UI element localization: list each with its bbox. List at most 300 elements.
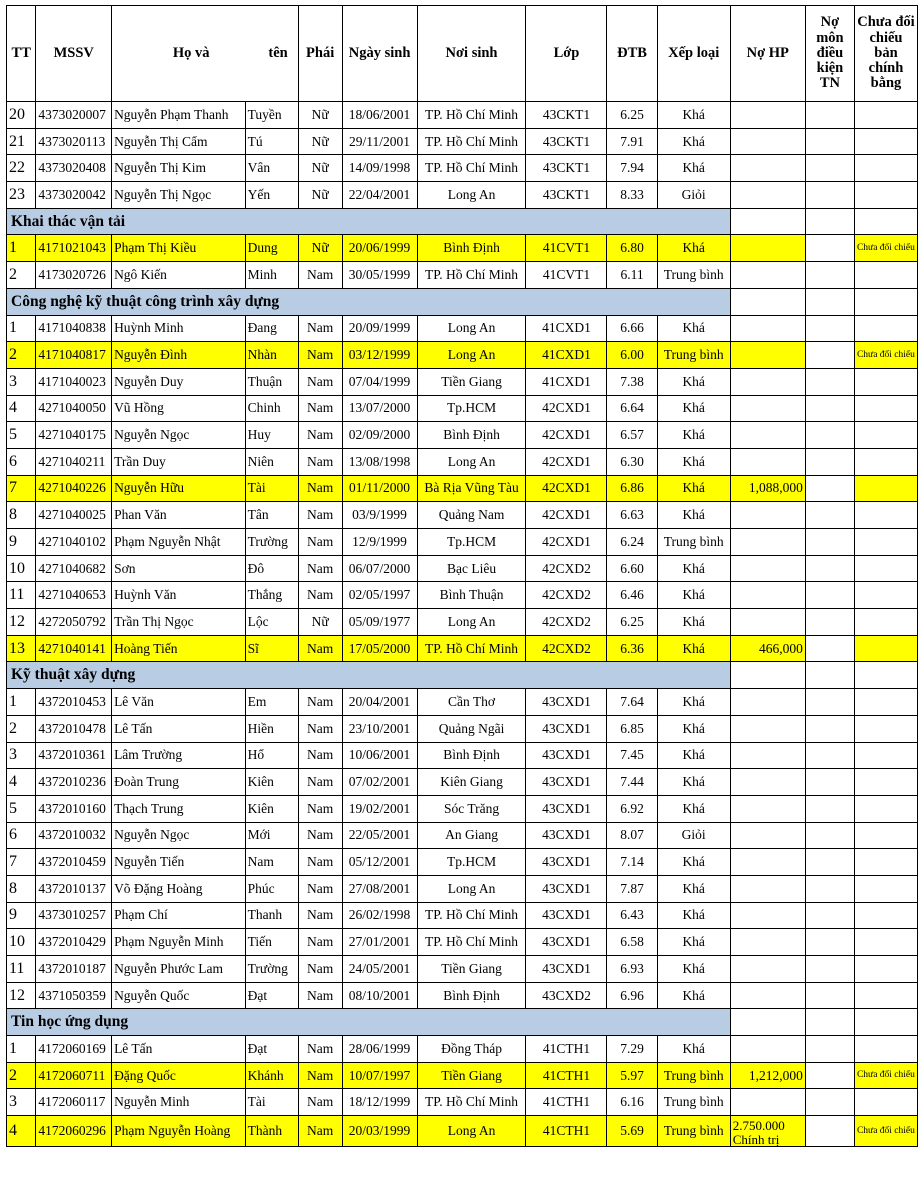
cell-noisinh: Long An [417, 875, 526, 902]
cell-ho: Nguyễn Ngọc [112, 822, 246, 849]
cell-phai: Nam [298, 1116, 342, 1147]
cell-ngaysinh: 27/01/2001 [342, 929, 417, 956]
cell-ngaysinh: 01/11/2000 [342, 475, 417, 502]
cell-tt: 3 [7, 368, 36, 395]
cell-mssv: 4372010361 [36, 742, 112, 769]
cell-ten: Tú [245, 128, 298, 155]
cell-phai: Nam [298, 635, 342, 662]
cell-dtb: 6.00 [607, 342, 657, 369]
cell-dtb: 6.93 [607, 956, 657, 983]
cell-ngaysinh: 17/05/2000 [342, 635, 417, 662]
cell-phai: Nữ [298, 155, 342, 182]
cell-ten: Đạt [245, 982, 298, 1009]
cell-noisinh: Kiên Giang [417, 769, 526, 796]
cell-chuadoi [854, 448, 917, 475]
cell-ngaysinh: 20/03/1999 [342, 1116, 417, 1147]
cell-xeploai: Khá [657, 635, 730, 662]
cell-chuadoi [854, 529, 917, 556]
cell-phai: Nam [298, 982, 342, 1009]
cell-tt: 3 [7, 742, 36, 769]
cell-nohp [730, 849, 805, 876]
cell-tt: 13 [7, 635, 36, 662]
cell-mssv: 4372010137 [36, 875, 112, 902]
cell-noisinh: Cần Thơ [417, 689, 526, 716]
cell-ho: Phạm Nguyễn Nhật [112, 529, 246, 556]
cell-xeploai: Trung bình [657, 342, 730, 369]
cell-ngaysinh: 14/09/1998 [342, 155, 417, 182]
table-row [7, 689, 918, 716]
table-row [7, 929, 918, 956]
cell-ho: Nguyễn Duy [112, 368, 246, 395]
col-header-mssv: MSSV [36, 6, 112, 102]
cell-chuadoi: Chưa đối chiếu [854, 342, 917, 369]
cell-dtb: 6.85 [607, 715, 657, 742]
cell-ten: Nhàn [245, 342, 298, 369]
cell-phai: Nam [298, 1036, 342, 1063]
cell-tt: 12 [7, 982, 36, 1009]
cell-tt: 8 [7, 875, 36, 902]
section-empty-cell [805, 1009, 854, 1036]
cell-lop: 43CKT1 [526, 128, 607, 155]
cell-ngaysinh: 20/04/2001 [342, 689, 417, 716]
cell-ngaysinh: 10/07/1997 [342, 1062, 417, 1089]
col-header-ho: Họ và [172, 44, 210, 61]
cell-xeploai: Khá [657, 582, 730, 609]
cell-xeploai: Khá [657, 235, 730, 262]
cell-nomon [805, 1116, 854, 1147]
cell-tt: 2 [7, 342, 36, 369]
cell-ten: Chinh [245, 395, 298, 422]
cell-ho: Nguyễn Thị Kim [112, 155, 246, 182]
cell-nohp [730, 102, 805, 129]
cell-lop: 43CKT1 [526, 155, 607, 182]
cell-ho: Lê Tấn [112, 1036, 246, 1063]
cell-lop: 42CXD1 [526, 502, 607, 529]
cell-ngaysinh: 30/05/1999 [342, 262, 417, 289]
cell-chuadoi [854, 956, 917, 983]
cell-mssv: 4172060169 [36, 1036, 112, 1063]
cell-ngaysinh: 22/04/2001 [342, 182, 417, 209]
cell-mssv: 4271040175 [36, 422, 112, 449]
cell-nohp [730, 1036, 805, 1063]
cell-mssv: 4171040817 [36, 342, 112, 369]
cell-chuadoi [854, 555, 917, 582]
table-row [7, 262, 918, 289]
cell-ten: Huy [245, 422, 298, 449]
table-row [7, 422, 918, 449]
cell-ho: Nguyễn Phạm Thanh [112, 102, 246, 129]
cell-ngaysinh: 28/06/1999 [342, 1036, 417, 1063]
header-row [7, 6, 918, 102]
cell-noisinh: Bình Định [417, 982, 526, 1009]
cell-chuadoi [854, 929, 917, 956]
cell-ten: Em [245, 689, 298, 716]
table-row [7, 315, 918, 342]
cell-dtb: 6.58 [607, 929, 657, 956]
cell-tt: 21 [7, 128, 36, 155]
cell-lop: 43CKT1 [526, 182, 607, 209]
cell-xeploai: Khá [657, 609, 730, 636]
section-empty-cell [730, 1009, 805, 1036]
cell-nomon [805, 128, 854, 155]
col-header-chuadoi: Chưa đối chiếu bản chính bằng [854, 6, 917, 102]
cell-ngaysinh: 10/06/2001 [342, 742, 417, 769]
cell-ngaysinh: 02/09/2000 [342, 422, 417, 449]
cell-ho: Nguyễn Thị Cẩm [112, 128, 246, 155]
cell-phai: Nam [298, 795, 342, 822]
cell-ho: Nguyễn Minh [112, 1089, 246, 1116]
cell-noisinh: Long An [417, 448, 526, 475]
table-row [7, 502, 918, 529]
section-title: Công nghệ kỹ thuật công trình xây dựng [7, 288, 731, 315]
cell-mssv: 4271040050 [36, 395, 112, 422]
cell-dtb: 7.45 [607, 742, 657, 769]
cell-ho: Võ Đặng Hoàng [112, 875, 246, 902]
cell-chuadoi [854, 689, 917, 716]
cell-noisinh: Bình Định [417, 742, 526, 769]
cell-xeploai: Khá [657, 422, 730, 449]
cell-ten: Đô [245, 555, 298, 582]
table-body [7, 102, 918, 1147]
col-header-phai: Phái [298, 6, 342, 102]
cell-chuadoi [854, 262, 917, 289]
cell-phai: Nam [298, 849, 342, 876]
cell-dtb: 7.94 [607, 155, 657, 182]
cell-phai: Nam [298, 422, 342, 449]
cell-noisinh: Bình Định [417, 422, 526, 449]
cell-lop: 43CXD1 [526, 849, 607, 876]
cell-mssv: 4372010032 [36, 822, 112, 849]
cell-phai: Nam [298, 956, 342, 983]
cell-tt: 5 [7, 795, 36, 822]
cell-phai: Nam [298, 582, 342, 609]
cell-dtb: 6.92 [607, 795, 657, 822]
cell-nomon [805, 635, 854, 662]
cell-lop: 43CXD1 [526, 769, 607, 796]
cell-noisinh: Long An [417, 315, 526, 342]
section-empty-cell [730, 288, 805, 315]
cell-ngaysinh: 26/02/1998 [342, 902, 417, 929]
cell-ten: Lộc [245, 609, 298, 636]
cell-mssv: 4171021043 [36, 235, 112, 262]
table-row [7, 155, 918, 182]
cell-ten: Đang [245, 315, 298, 342]
cell-ngaysinh: 13/07/2000 [342, 395, 417, 422]
cell-ten: Tài [245, 475, 298, 502]
cell-mssv: 4172060296 [36, 1116, 112, 1147]
table-row [7, 795, 918, 822]
cell-dtb: 7.87 [607, 875, 657, 902]
cell-ho: Huỳnh Văn [112, 582, 246, 609]
cell-lop: 42CXD1 [526, 448, 607, 475]
cell-mssv: 4372010236 [36, 769, 112, 796]
section-empty-cell [730, 208, 805, 235]
cell-xeploai: Khá [657, 448, 730, 475]
cell-noisinh: Long An [417, 1116, 526, 1147]
cell-nomon [805, 689, 854, 716]
cell-ho: Phạm Nguyễn Minh [112, 929, 246, 956]
cell-ngaysinh: 06/07/2000 [342, 555, 417, 582]
table-row [7, 982, 918, 1009]
cell-phai: Nữ [298, 235, 342, 262]
section-title: Kỹ thuật xây dựng [7, 662, 731, 689]
cell-ten: Tiến [245, 929, 298, 956]
cell-nomon [805, 235, 854, 262]
cell-phai: Nam [298, 315, 342, 342]
cell-ho: Lê Văn [112, 689, 246, 716]
cell-phai: Nam [298, 875, 342, 902]
cell-xeploai: Khá [657, 982, 730, 1009]
cell-lop: 41CXD1 [526, 315, 607, 342]
cell-dtb: 6.46 [607, 582, 657, 609]
cell-dtb: 6.36 [607, 635, 657, 662]
cell-nomon [805, 102, 854, 129]
table-row [7, 875, 918, 902]
cell-nohp [730, 822, 805, 849]
cell-phai: Nam [298, 395, 342, 422]
col-header-ngaysinh: Ngày sinh [342, 6, 417, 102]
cell-mssv: 4172060711 [36, 1062, 112, 1089]
cell-phai: Nam [298, 902, 342, 929]
cell-mssv: 4371050359 [36, 982, 112, 1009]
cell-noisinh: Bạc Liêu [417, 555, 526, 582]
cell-mssv: 4272050792 [36, 609, 112, 636]
cell-noisinh: TP. Hồ Chí Minh [417, 262, 526, 289]
cell-chuadoi [854, 769, 917, 796]
cell-nomon [805, 555, 854, 582]
cell-chuadoi [854, 502, 917, 529]
cell-ho: Thạch Trung [112, 795, 246, 822]
cell-xeploai: Khá [657, 689, 730, 716]
table-row [7, 1036, 918, 1063]
cell-tt: 10 [7, 929, 36, 956]
cell-phai: Nam [298, 1062, 342, 1089]
cell-ngaysinh: 13/08/1998 [342, 448, 417, 475]
cell-nomon [805, 1036, 854, 1063]
cell-nomon [805, 582, 854, 609]
cell-chuadoi [854, 982, 917, 1009]
cell-phai: Nữ [298, 128, 342, 155]
cell-xeploai: Khá [657, 929, 730, 956]
cell-xeploai: Khá [657, 875, 730, 902]
cell-nohp [730, 315, 805, 342]
cell-nomon [805, 1089, 854, 1116]
cell-xeploai: Khá [657, 155, 730, 182]
section-empty-cell [854, 288, 917, 315]
cell-nomon [805, 448, 854, 475]
cell-chuadoi [854, 422, 917, 449]
cell-lop: 41CVT1 [526, 262, 607, 289]
cell-ho: Nguyễn Hữu [112, 475, 246, 502]
cell-xeploai: Khá [657, 849, 730, 876]
cell-mssv: 4271040211 [36, 448, 112, 475]
cell-ngaysinh: 19/02/2001 [342, 795, 417, 822]
cell-xeploai: Khá [657, 315, 730, 342]
cell-mssv: 4173020726 [36, 262, 112, 289]
cell-chuadoi [854, 182, 917, 209]
cell-lop: 43CXD1 [526, 875, 607, 902]
section-empty-cell [854, 662, 917, 689]
table-row [7, 529, 918, 556]
cell-xeploai: Trung bình [657, 1116, 730, 1147]
cell-nomon [805, 529, 854, 556]
cell-ngaysinh: 20/06/1999 [342, 235, 417, 262]
table-row [7, 609, 918, 636]
cell-dtb: 6.16 [607, 1089, 657, 1116]
cell-tt: 7 [7, 475, 36, 502]
cell-nohp [730, 742, 805, 769]
cell-ngaysinh: 24/05/2001 [342, 956, 417, 983]
cell-lop: 43CXD1 [526, 956, 607, 983]
cell-nohp [730, 902, 805, 929]
cell-lop: 42CXD2 [526, 609, 607, 636]
cell-chuadoi [854, 315, 917, 342]
cell-nohp [730, 502, 805, 529]
cell-ngaysinh: 27/08/2001 [342, 875, 417, 902]
cell-ten: Thành [245, 1116, 298, 1147]
cell-ten: Nam [245, 849, 298, 876]
cell-phai: Nam [298, 368, 342, 395]
cell-dtb: 7.44 [607, 769, 657, 796]
cell-nohp: 1,212,000 [730, 1062, 805, 1089]
cell-ngaysinh: 05/12/2001 [342, 849, 417, 876]
cell-ten: Thanh [245, 902, 298, 929]
cell-noisinh: TP. Hồ Chí Minh [417, 102, 526, 129]
cell-noisinh: Long An [417, 342, 526, 369]
cell-chuadoi [854, 849, 917, 876]
cell-ngaysinh: 08/10/2001 [342, 982, 417, 1009]
cell-nohp [730, 769, 805, 796]
cell-ngaysinh: 03/9/1999 [342, 502, 417, 529]
cell-mssv: 4271040141 [36, 635, 112, 662]
col-header-noisinh: Nơi sinh [417, 6, 526, 102]
cell-tt: 8 [7, 502, 36, 529]
cell-nohp [730, 128, 805, 155]
cell-chuadoi [854, 715, 917, 742]
col-header-nohp: Nợ HP [730, 6, 805, 102]
cell-nomon [805, 262, 854, 289]
section-empty-cell [805, 288, 854, 315]
table-row [7, 822, 918, 849]
cell-ho: Ngô Kiến [112, 262, 246, 289]
cell-tt: 3 [7, 1089, 36, 1116]
cell-chuadoi [854, 1089, 917, 1116]
section-title: Khai thác vận tải [7, 208, 731, 235]
cell-phai: Nam [298, 529, 342, 556]
col-header-lop: Lớp [526, 6, 607, 102]
cell-lop: 43CXD1 [526, 902, 607, 929]
cell-ten: Kiên [245, 769, 298, 796]
cell-ho: Trần Thị Ngọc [112, 609, 246, 636]
cell-ten: Vân [245, 155, 298, 182]
cell-chuadoi [854, 822, 917, 849]
cell-chuadoi [854, 875, 917, 902]
cell-nohp [730, 529, 805, 556]
cell-phai: Nữ [298, 102, 342, 129]
table-row [7, 448, 918, 475]
cell-noisinh: TP. Hồ Chí Minh [417, 155, 526, 182]
cell-nomon [805, 609, 854, 636]
cell-ngaysinh: 03/12/1999 [342, 342, 417, 369]
cell-noisinh: Tiền Giang [417, 1062, 526, 1089]
cell-ho: Đặng Quốc [112, 1062, 246, 1089]
cell-dtb: 6.66 [607, 315, 657, 342]
cell-noisinh: Tp.HCM [417, 529, 526, 556]
cell-nohp [730, 182, 805, 209]
table-row [7, 635, 918, 662]
cell-nomon [805, 715, 854, 742]
cell-phai: Nam [298, 742, 342, 769]
cell-xeploai: Khá [657, 555, 730, 582]
cell-phai: Nam [298, 689, 342, 716]
col-header-dtb: ĐTB [607, 6, 657, 102]
cell-noisinh: Bình Định [417, 235, 526, 262]
cell-mssv: 4373020408 [36, 155, 112, 182]
cell-ten: Kiên [245, 795, 298, 822]
cell-ho: Vũ Hồng [112, 395, 246, 422]
cell-noisinh: TP. Hồ Chí Minh [417, 1089, 526, 1116]
cell-tt: 4 [7, 769, 36, 796]
cell-ho: Sơn [112, 555, 246, 582]
cell-ho: Hoàng Tiến [112, 635, 246, 662]
cell-lop: 41CTH1 [526, 1089, 607, 1116]
cell-ten: Thắng [245, 582, 298, 609]
cell-xeploai: Khá [657, 102, 730, 129]
cell-ten: Trường [245, 956, 298, 983]
cell-mssv: 4171040023 [36, 368, 112, 395]
table-row [7, 742, 918, 769]
cell-ho: Trần Duy [112, 448, 246, 475]
cell-dtb: 6.60 [607, 555, 657, 582]
cell-chuadoi [854, 102, 917, 129]
cell-ho: Nguyễn Quốc [112, 982, 246, 1009]
cell-phai: Nam [298, 342, 342, 369]
cell-ten: Hiền [245, 715, 298, 742]
cell-nomon [805, 342, 854, 369]
cell-xeploai: Khá [657, 715, 730, 742]
cell-noisinh: An Giang [417, 822, 526, 849]
cell-ngaysinh: 02/05/1997 [342, 582, 417, 609]
cell-phai: Nam [298, 1089, 342, 1116]
cell-nohp [730, 956, 805, 983]
cell-nomon [805, 502, 854, 529]
cell-tt: 11 [7, 582, 36, 609]
cell-ngaysinh: 12/9/1999 [342, 529, 417, 556]
cell-ten: Tài [245, 1089, 298, 1116]
graduation-table [6, 5, 918, 1147]
cell-chuadoi [854, 475, 917, 502]
cell-tt: 4 [7, 395, 36, 422]
cell-ten: Sĩ [245, 635, 298, 662]
cell-noisinh: Long An [417, 182, 526, 209]
cell-mssv: 4372010160 [36, 795, 112, 822]
section-empty-cell [854, 208, 917, 235]
cell-noisinh: Bình Thuận [417, 582, 526, 609]
cell-xeploai: Khá [657, 1036, 730, 1063]
cell-nomon [805, 155, 854, 182]
cell-mssv: 4271040653 [36, 582, 112, 609]
cell-nomon [805, 929, 854, 956]
cell-noisinh: Quảng Nam [417, 502, 526, 529]
cell-mssv: 4373020113 [36, 128, 112, 155]
cell-dtb: 6.43 [607, 902, 657, 929]
cell-nohp [730, 795, 805, 822]
cell-dtb: 6.63 [607, 502, 657, 529]
cell-tt: 6 [7, 448, 36, 475]
cell-lop: 41CTH1 [526, 1116, 607, 1147]
cell-nomon [805, 315, 854, 342]
cell-tt: 2 [7, 1062, 36, 1089]
